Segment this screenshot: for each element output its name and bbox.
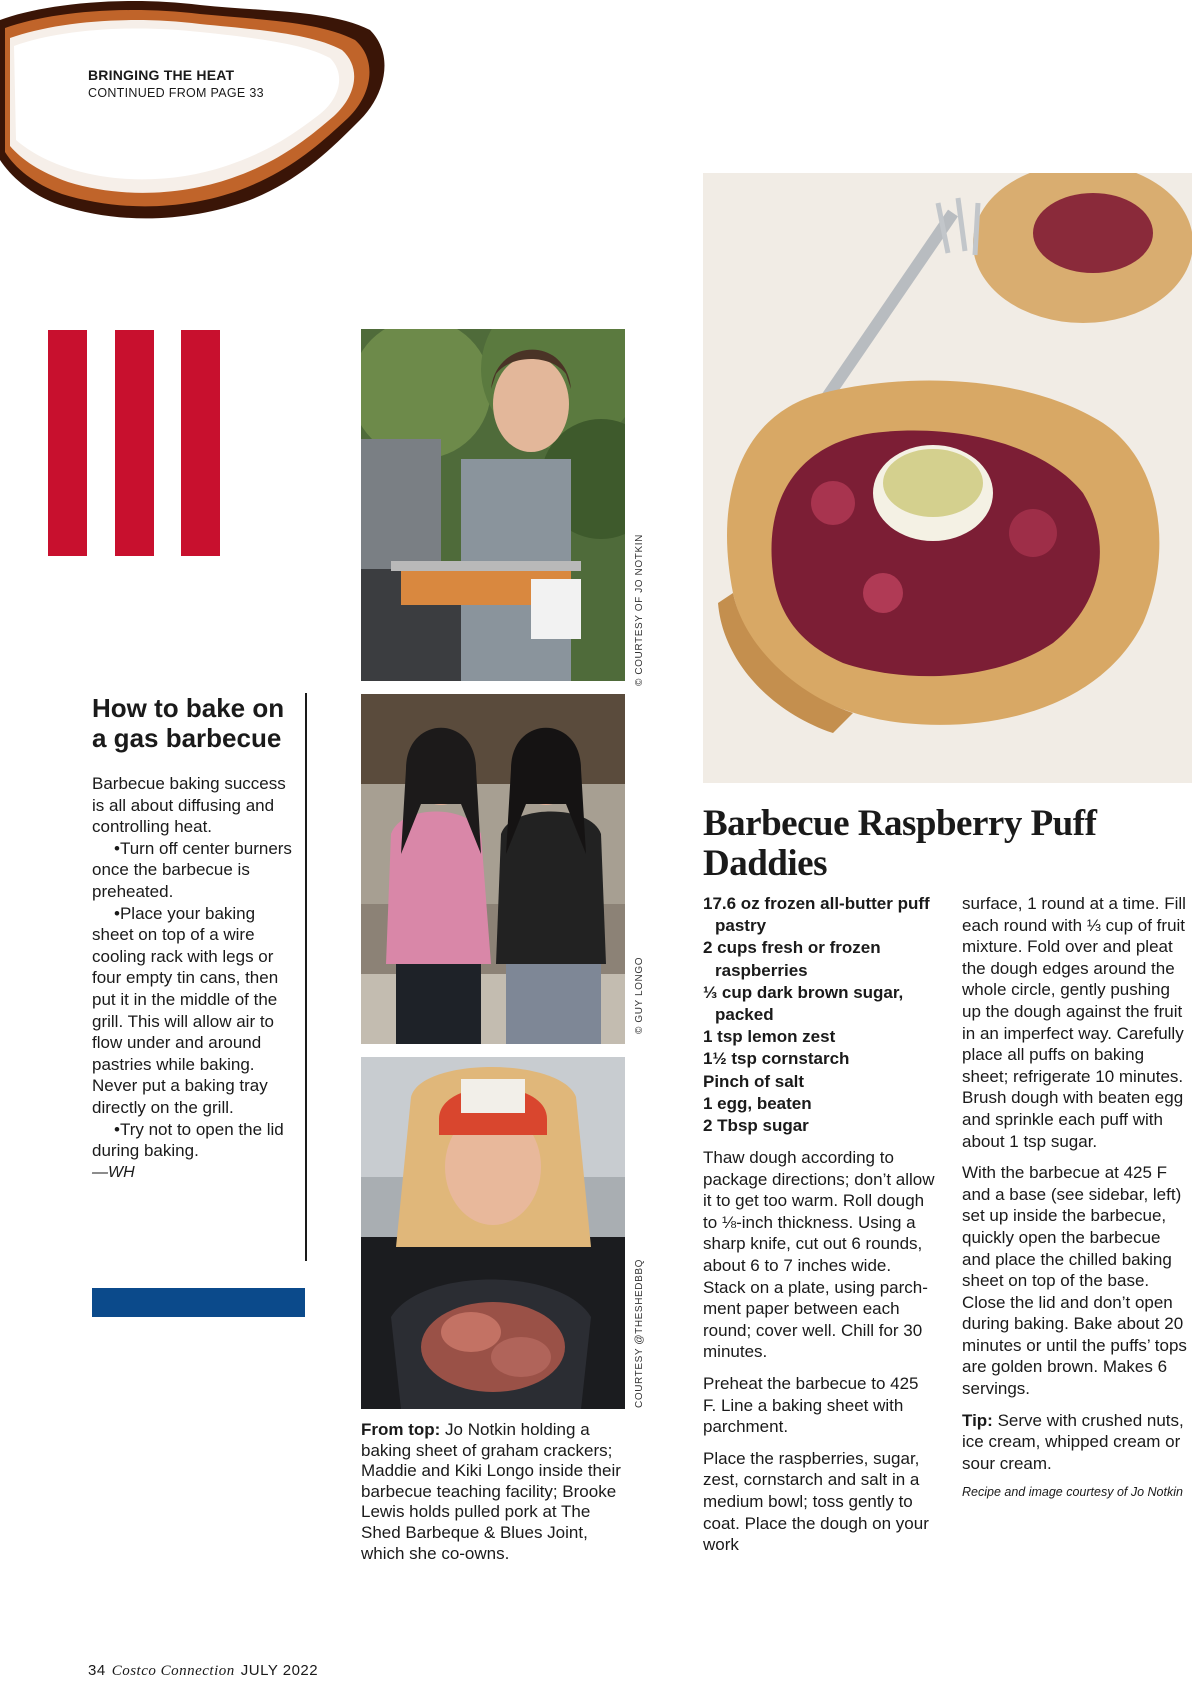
photo-longo-sisters [361, 694, 625, 1044]
recipe-step: Thaw dough according to package directions; don’t allow it to get too warm. Roll dough to ⅛-inch thickness. Using a sharp knife, cut out 6 rounds, about 6 to 7 inches wide. Stack on a plate, using parchment paper between each round; cover well. Chill for 30 minutes. [703, 1148, 935, 1362]
recipe-title: Barbecue Raspberry Puff Daddies [703, 803, 1097, 884]
red-stripe [181, 330, 220, 556]
kicker-continued: CONTINUED FROM PAGE 33 [88, 86, 264, 100]
sidebar-signature: —WH [92, 1163, 135, 1181]
recipe-step: Preheat the barbecue to 425 F. Line a baking sheet with parchment. [703, 1373, 919, 1437]
sidebar-tip: •Try not to open the lid during baking. [92, 1119, 284, 1161]
ingredient-item: 1 tsp lemon zest [703, 1027, 836, 1047]
ingredient-item: 2 cups fresh or frozen raspberries [703, 938, 881, 980]
ingredient-item: 2 Tbsp sugar [703, 1116, 809, 1136]
recipe-step: surface, 1 round at a time. Fill each round with ⅓ cup of fruit mixture. Fold over and pleat the dough edges around the whole circle, gently pushing up the dough against the fruit in an imperfect way. Carefully place all puffs on baking sheet; refrigerate 10 minutes. Brush dough with beaten egg and sprinkle each puff with about 1 tsp sugar. [962, 894, 1186, 1151]
recipe-step: Place the raspberries, sugar, zest, cornstarch and salt in a medium bowl; toss gently to coat. Place the dough on your work [703, 1448, 929, 1555]
sidebar-tip: •Place your baking sheet on top of a wire cooling rack with legs or four empty tin cans, then put it in the middle of the grill. This will allow air to flow under and around pastries while baking. Never put a baking tray directly on the grill. [92, 903, 279, 1117]
sidebar-tip: •Turn off center burners once the barbecue is preheated. [92, 838, 292, 901]
page-number: 34 [88, 1662, 106, 1679]
photo-credit: COURTESY @THESHEDBBQ [634, 1258, 645, 1408]
caption-text: Jo Notkin holding a baking sheet of graham crackers; Maddie and Kiki Longo inside their barbecue teaching facility; Brooke Lewis holds pulled pork at The Shed Barbeque & Blues Joint, which she co-owns. [361, 1420, 621, 1563]
page-folio [88, 1662, 318, 1680]
sidebar [92, 693, 294, 1183]
ingredient-list [703, 893, 953, 1137]
tip-text: Serve with crushed nuts, ice cream, whipped cream or sour cream. [962, 1410, 1184, 1473]
section-kicker [88, 66, 264, 102]
ingredient-item: ⅓ cup dark brown sugar, packed [703, 982, 904, 1025]
sidebar-divider [305, 693, 307, 1261]
recipe-step: With the barbecue at 425 F and a base (see sidebar, left) set up inside the barbecue, quickly open the barbecue and place the chilled baking sheet on top of the base. Close the lid and don’t open during baking. Bake about 20 minutes or until the puffs’ tops are golden brown. Makes 6 servings. [962, 1163, 1187, 1399]
recipe-steps-column-2 [962, 893, 1192, 1500]
tip-label: Tip: [962, 1410, 993, 1430]
recipe-courtesy: Recipe and image courtesy of Jo Notkin [962, 1485, 1183, 1500]
magazine-name: Costco Connection [111, 1663, 235, 1679]
recipe-tip [962, 1410, 1192, 1475]
recipe-steps-column-1 [703, 1147, 935, 1566]
kicker-title: BRINGING THE HEAT [88, 67, 235, 83]
issue-date: JULY 2022 [240, 1662, 319, 1679]
red-stripe [115, 330, 154, 556]
photo-raspberry-galette [703, 173, 1192, 783]
photo-caption [361, 1420, 631, 1564]
ingredient-item: Pinch of salt [703, 1071, 805, 1091]
ingredient-item: 1 egg, beaten [703, 1093, 812, 1113]
sidebar-title: How to bake on a gas barbecue [92, 693, 285, 753]
caption-lead: From top: [361, 1420, 441, 1439]
photo-jo-notkin [361, 329, 625, 681]
red-stripe [48, 330, 87, 556]
sidebar-blue-bar [92, 1288, 305, 1317]
ingredient-item: 1½ tsp cornstarch [703, 1049, 850, 1069]
photo-credit: © GUY LONGO [634, 956, 645, 1034]
burnt-hole-graphic [0, 0, 400, 230]
photo-credit: © COURTESY OF JO NOTKIN [634, 534, 645, 686]
sidebar-body [92, 773, 294, 1183]
photo-brooke-lewis [361, 1057, 625, 1409]
ingredient-item: 17.6 oz frozen all-butter puff pastry [703, 894, 930, 936]
sidebar-intro: Barbecue baking success is all about diffusing and controlling heat. [92, 774, 286, 837]
